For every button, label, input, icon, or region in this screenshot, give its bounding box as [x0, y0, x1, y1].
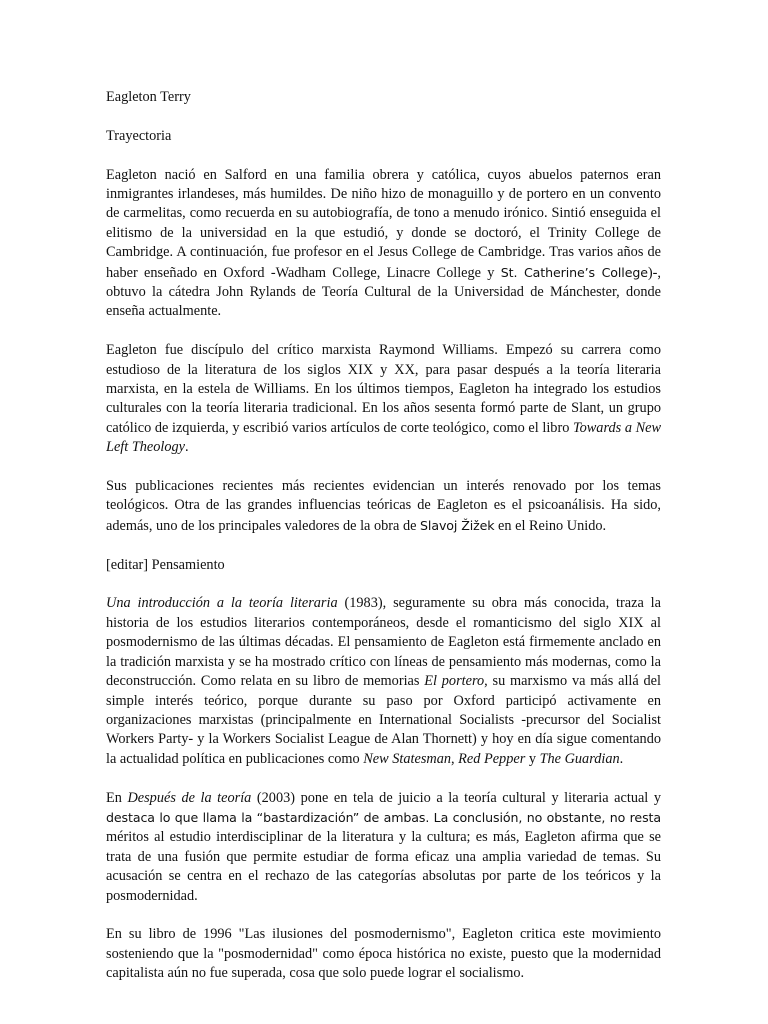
- author-line: Eagleton Terry: [106, 89, 191, 105]
- paragraph-biography: [106, 166, 661, 322]
- college-name: St. Catherine’s College: [500, 264, 648, 280]
- paragraph-text: en el Reino Unido.: [494, 517, 607, 534]
- paragraph-influences: [106, 477, 661, 536]
- paragraph-text: (1983), seguramente su obra más conocida, traza la historia de los estudios literarios contemporáneos, desde el romanticismo del siglo XIX al posmodernismo de las últimas décadas. El pensamiento de Eagleton está firmemente anclado en la tradición marxista y se ha mostrado crítico con líneas de pensamiento más modernas, como la deconstrucción. Como relata en su libro de memorias: [106, 595, 661, 690]
- person-name: Slavoj Žižek: [420, 517, 495, 533]
- paragraph-text: y: [525, 750, 540, 767]
- paragraph-text: )-, obtuvo la cátedra John Rylands de Teoría Cultural de la Universidad de Mánchester, donde enseña actualmente.: [106, 264, 661, 320]
- paragraph-text: Eagleton fue discípulo del crítico marxista Raymond Williams. Empezó su carrera como estudioso de la literatura de los siglos XIX y XX, para pasar después a la teoría literaria marxista, en la estela de Williams. En los últimos tiempos, Eagleton ha integrado los estudios culturales con la teoría literaria tradicional. En los años sesenta formó parte de Slant, un grupo católico de izquierda, y escribió varios artículos de corte teológico, como el libro: [106, 342, 661, 436]
- document-page: [106, 88, 661, 1018]
- paragraph-text-sans: destaca lo que llama la “bastardización” de ambas. La conclusión, no obstante, no resta: [106, 809, 661, 825]
- paragraph-thought: [106, 594, 661, 769]
- paragraph-text: Sus publicaciones recientes más recientes evidencian un interés renovado por los temas teológicos. Otra de las grandes influencias teóricas de Eagleton es el psicoanálisis. Ha sido, además, uno de los principales valedores de la obra de: [106, 478, 661, 534]
- book-title: Towards a New Left Theology: [106, 419, 661, 456]
- paragraph-text: (2003) pone en tela de juicio a la teoría cultural y literaria actual y: [251, 789, 661, 806]
- paragraph-text: , su marxismo va más allá del simple interés teórico, porque durante su paso por Oxford participó activamente en organizaciones marxistas (principalmente en International Socialists -precursor del Socialist Workers Party- y la Workers Socialist League de Alan Thornett) y hoy en día sigue comentando la actualidad política en publicaciones como: [106, 673, 661, 767]
- paragraph-postmodernism: En su libro de 1996 "Las ilusiones del posmodernismo", Eagleton critica este movimiento sosteniendo que la "posmodernidad" como época histórica no existe, puesto que la modernidad capitalista aún no fue superada, cosa que solo puede lograr el socialismo.: [106, 926, 661, 982]
- paragraph-text: ,: [451, 750, 459, 767]
- publication-title: The Guardian: [539, 750, 620, 767]
- paragraph-text: méritos al estudio interdisciplinar de la literatura y la cultura; es más, Eagleton afirma que se trata de una fusión que permite estudiar de forma eficaz una amplia variedad de temas. Su acusación se centra en el rechazo de las categorías absolutas por parte de los teóricos y la posmodernidad.: [106, 829, 661, 904]
- publication-title: Red Pepper: [458, 750, 526, 767]
- paragraph-text: Eagleton nació en Salford en una familia obrera y católica, cuyos abuelos paternos eran inmigrantes irlandeses, más humildes. De niño hizo de monaguillo y de portero en un convento de carmelitas, como recuerda en su autobiografía, de tono a menudo irónico. Sintió enseguida el elitismo de la universidad en la que estudió, y donde se doctoró, el Trinity College de Cambridge. A continuación, fue profesor en el Jesus College de Cambridge. Tras varios años de haber enseñado en Oxford -Wadham College, Linacre College y: [106, 166, 661, 281]
- section-heading-thought: [editar] Pensamiento: [106, 556, 225, 573]
- book-title: Una introducción a la teoría literaria: [106, 595, 338, 612]
- book-title: El portero: [424, 673, 485, 690]
- section-heading-trajectory: Trayectoria: [106, 127, 172, 144]
- paragraph-text: .: [185, 439, 189, 456]
- paragraph-text: En: [106, 789, 128, 806]
- paragraph-after-theory: [106, 789, 661, 906]
- paragraph-text: .: [619, 750, 624, 767]
- book-title: Después de la teoría: [127, 789, 252, 806]
- paragraph-career: [106, 341, 661, 457]
- publication-title: New Statesman: [363, 750, 452, 767]
